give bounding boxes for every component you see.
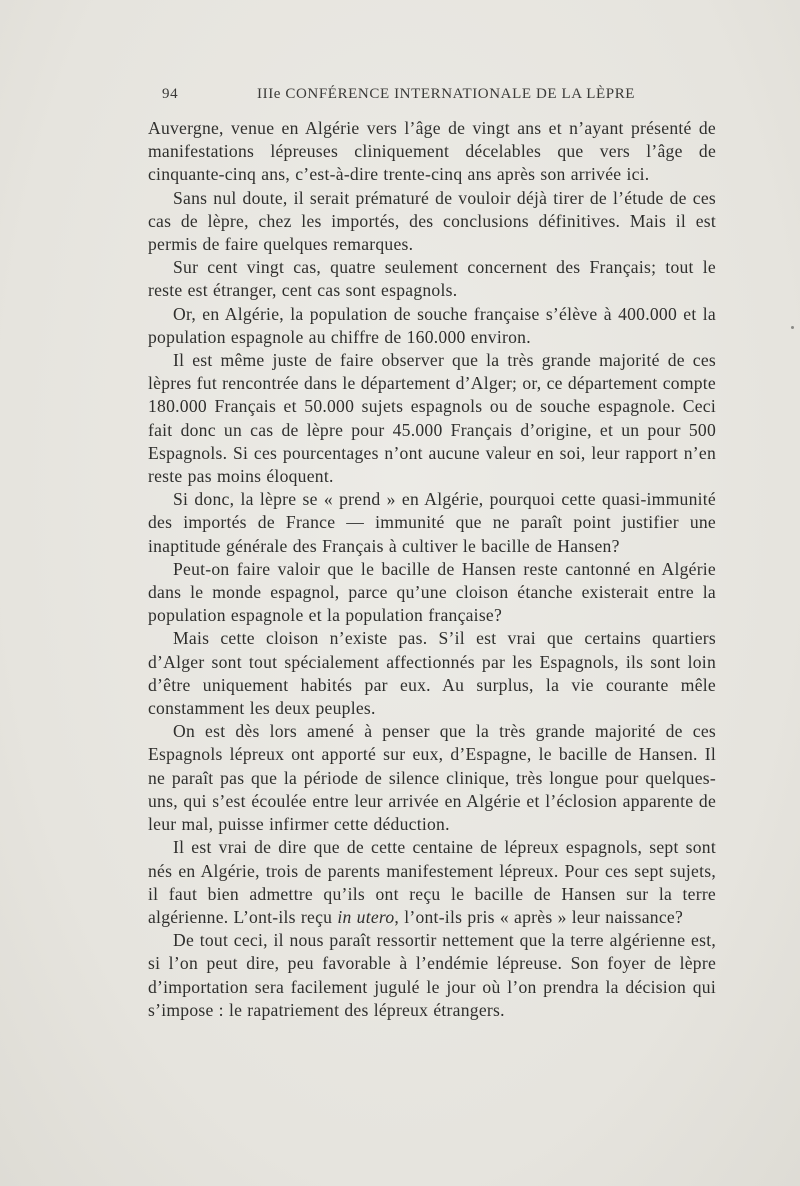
page-number: 94 (162, 86, 179, 102)
paragraph-text: Il est vrai de dire que de cette centaine de lépreux espagnols, sept sont nés en Algérie, trois de parents manifestement lépreux. Pour ces sept sujets, il faut bien admettre qu’ils ont reçu le bacille de Hansen sur la terre algérienne. L’ont-ils reçu (148, 837, 716, 927)
paragraph: Sur cent vingt cas, quatre seulement concernent des Français; tout le reste est étranger, cent cas sont espagnols. (148, 257, 716, 301)
journal-title: IIIe CONFÉRENCE INTERNATIONALE DE LA LÈPRE (257, 86, 636, 102)
running-head (162, 86, 726, 106)
paragraph: Peut-on faire valoir que le bacille de Hansen reste cantonné en Algérie dans le monde espagnol, parce qu’une cloison étanche existerait entre la population espagnole et la population française? (148, 558, 716, 626)
paper-speck (791, 326, 794, 329)
paragraph-with-italic (148, 836, 716, 929)
paragraph: Auvergne, venue en Algérie vers l’âge de vingt ans et n’ayant présenté de manifestations lépreuses cliniquement décelables que vers l’âge de cinquante-cinq ans, c’est-à-dire trente-cinq ans après son arrivée ici. (148, 118, 716, 185)
italic-phrase: in utero (337, 906, 395, 927)
closing-paragraph: De tout ceci, il nous paraît ressortir nettement que la terre algérienne est, si l’on peut dire, peu favorable à l’endémie lépreuse. Son foyer de lèpre d’importation sera facilement jugulé le jour où l’on prendra la décision qui s’impose : le rapatriement des lépreux étrangers. (148, 930, 716, 1020)
paragraph-text: , l’ont-ils pris « après » leur naissance? (394, 906, 683, 927)
paragraph: On est dès lors amené à penser que la très grande majorité de ces Espagnols lépreux ont apporté sur eux, d’Espagne, le bacille de Hansen. Il ne paraît pas que la période de silence clinique, très longue pour quelques-uns, qui s’est écoulée entre leur arrivée en Algérie et l’éclosion apparente de leur mal, puisse infirmer cette déduction. (148, 721, 716, 835)
paragraph: Si donc, la lèpre se « prend » en Algérie, pourquoi cette quasi-immunité des importés de France — immunité que ne paraît point justifier une inaptitude générale des Français à cultiver le bacille de Hansen? (148, 489, 716, 556)
paragraph: Mais cette cloison n’existe pas. S’il est vrai que certains quartiers d’Alger sont tout spécialement affectionnés par les Espagnols, ils sont loin d’être uniquement habités par eux. Au surplus, la vie courante mêle constamment les deux peuples. (148, 628, 716, 719)
paragraph: Il est même juste de faire observer que la très grande majorité de ces lèpres fut rencontrée dans le département d’Alger; or, ce département compte 180.000 Français et 50.000 sujets espagnols ou de souche espagnole. Ceci fait donc un cas de lèpre pour 45.000 Français d’origine, et un pour 500 Espagnols. Si ces pourcentages n’ont aucune valeur en soi, leur rapport n’en reste pas moins éloquent. (148, 350, 716, 487)
paragraph: Or, en Algérie, la population de souche française s’élève à 400.000 et la population espagnole au chiffre de 160.000 environ. (148, 303, 716, 347)
paragraph: Sans nul doute, il serait prématuré de vouloir déjà tirer de l’étude de ces cas de lèpre, chez les importés, des conclusions définitives. Mais il est permis de faire quelques remarques. (148, 187, 716, 255)
body-text (148, 117, 716, 1022)
